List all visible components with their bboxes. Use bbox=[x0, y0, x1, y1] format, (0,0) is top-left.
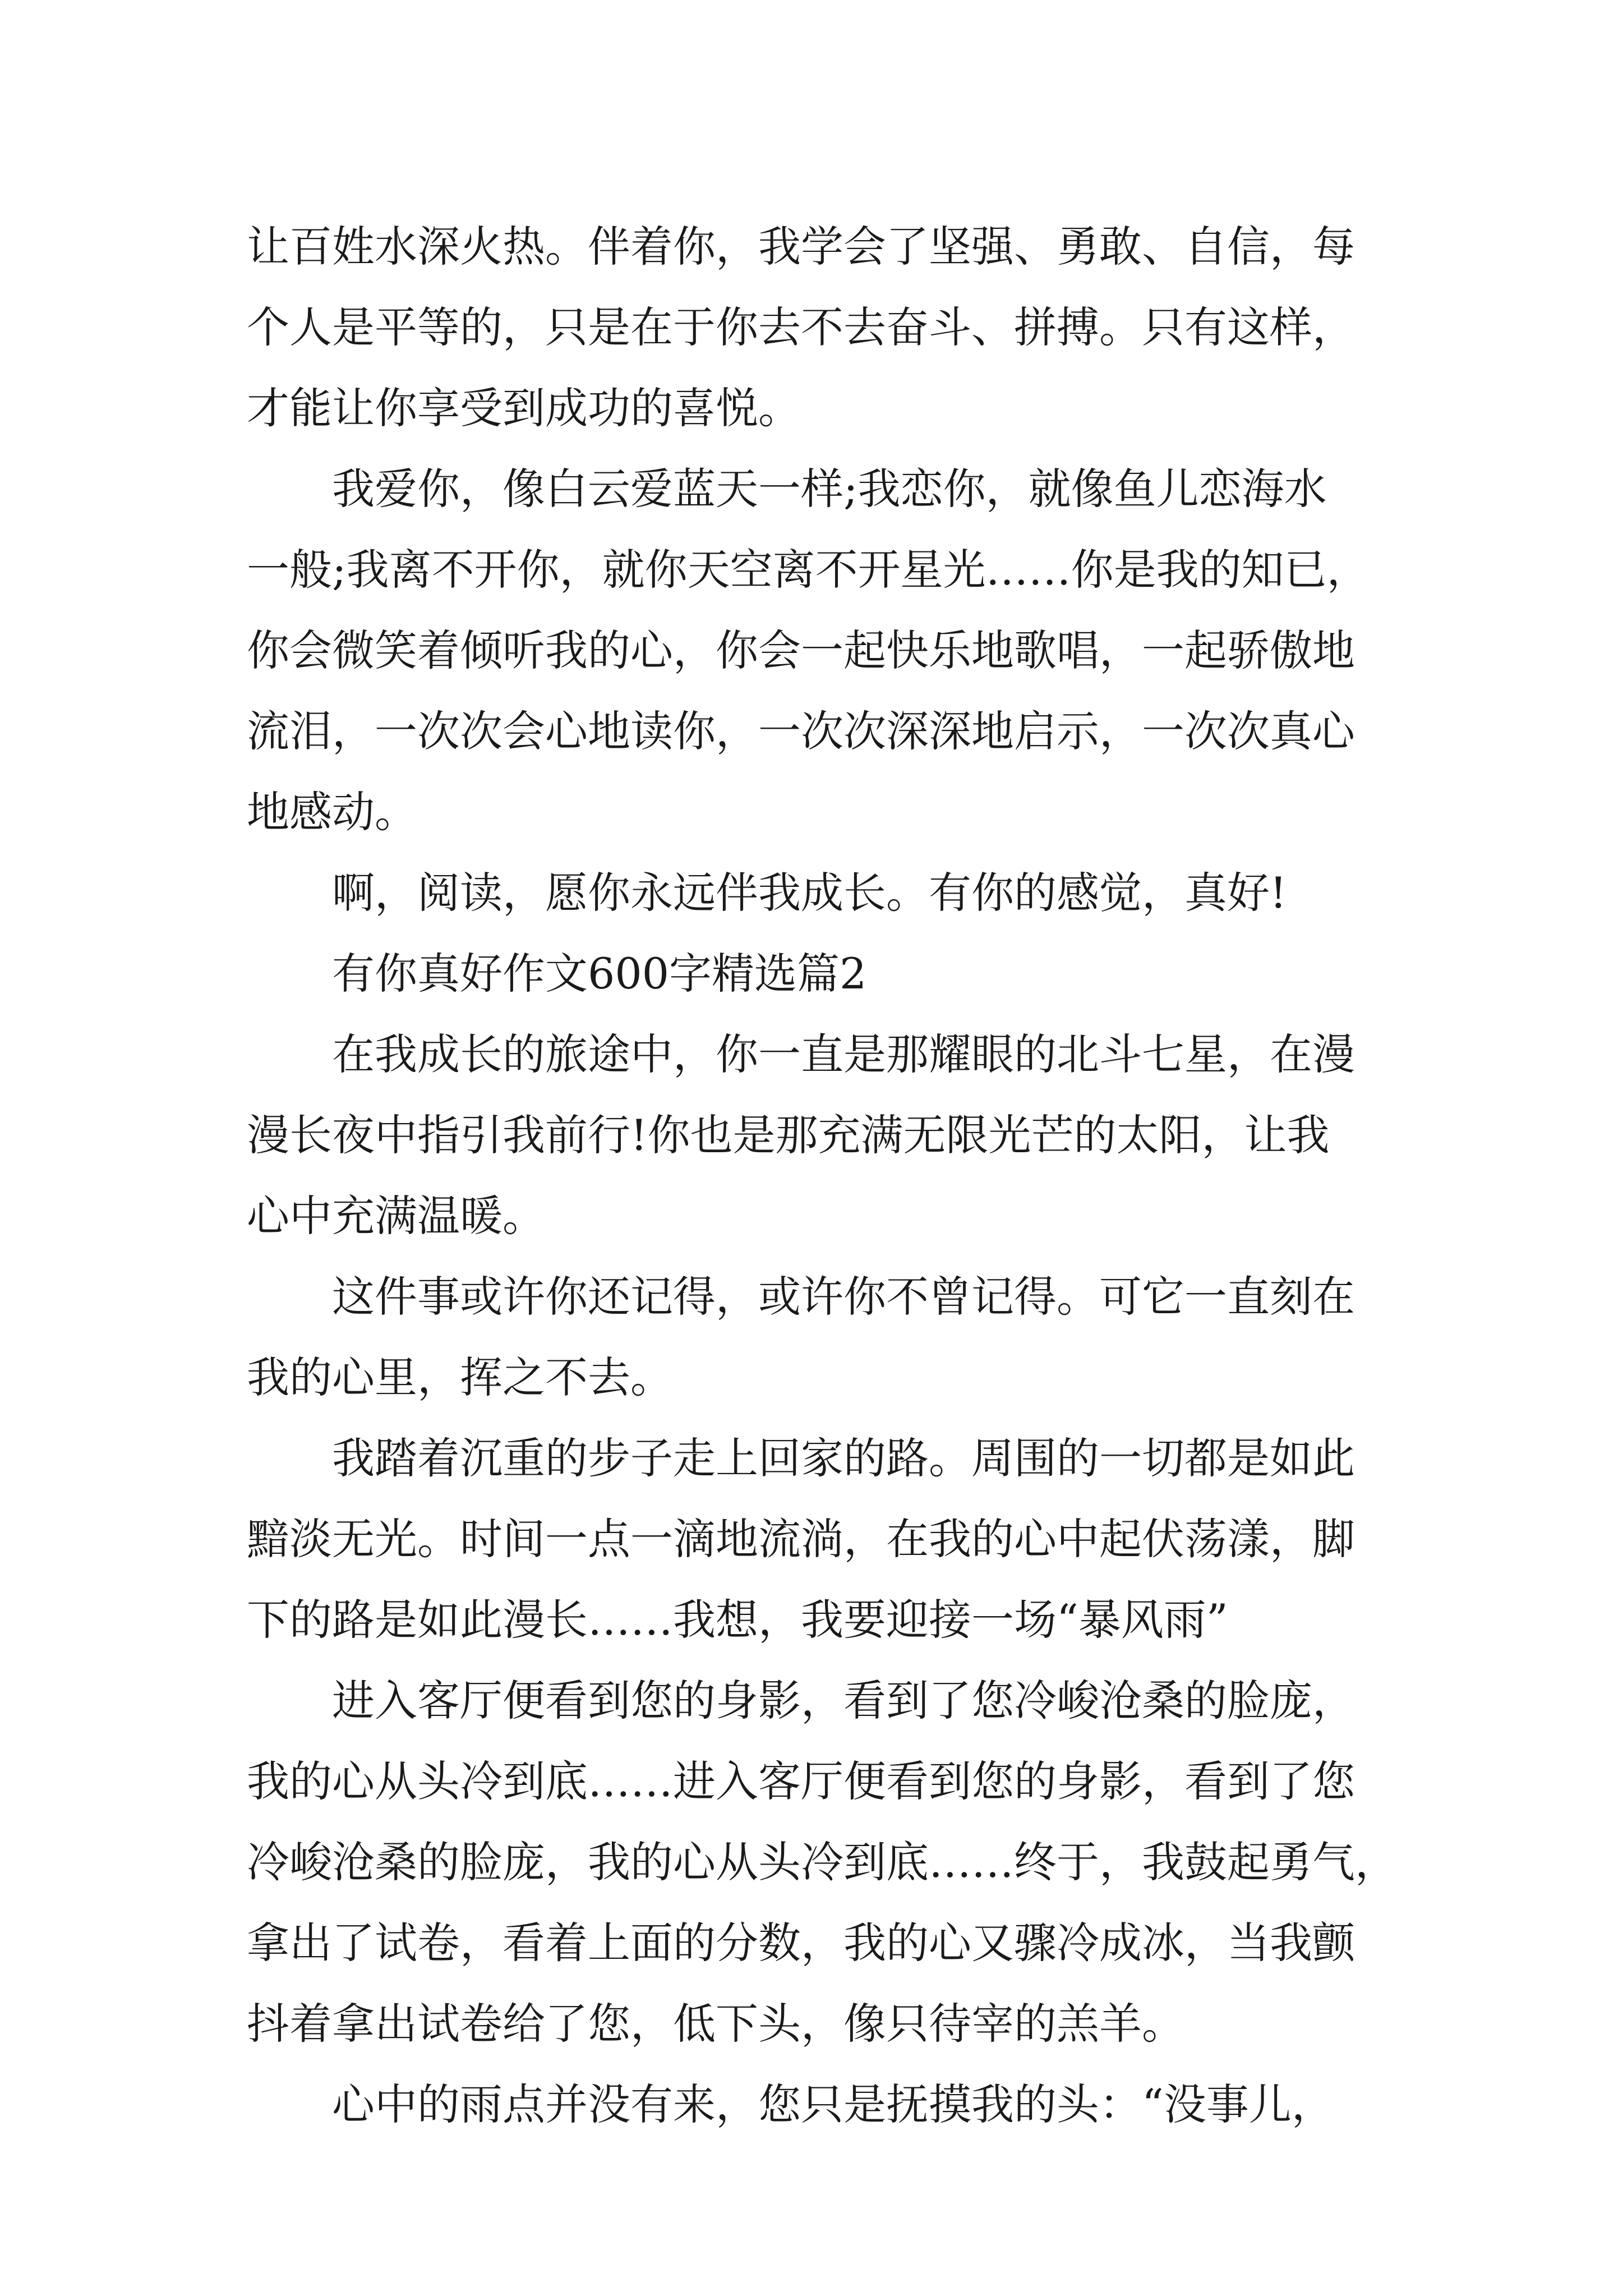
text-line-15: 我的心里，挥之不去。 bbox=[247, 1352, 673, 1402]
text-line-1: 让百姓水深火热。伴着你，我学会了坚强、勇敢、自信，每 bbox=[247, 222, 1355, 272]
text-line-2: 个人是平等的，只是在于你去不去奋斗、拼搏。只有这样， bbox=[247, 302, 1355, 352]
text-line-22: 拿出了试卷，看着上面的分数，我的心又骤冷成冰，当我颤 bbox=[247, 1918, 1355, 1968]
text-line-8: 地感动。 bbox=[247, 787, 417, 837]
text-line-3: 才能让你享受到成功的喜悦。 bbox=[247, 383, 801, 433]
section-heading: 有你真好作文600字精选篇2 bbox=[332, 949, 867, 999]
text-line-16: 我踏着沉重的步子走上回家的路。周围的一切都是如此 bbox=[332, 1433, 1355, 1483]
text-line-14: 这件事或许你还记得，或许你不曾记得。可它一直刻在 bbox=[332, 1272, 1355, 1322]
text-line-20: 我的心从头冷到底……进入客厅便看到您的身影，看到了您 bbox=[247, 1756, 1355, 1806]
text-line-6: 你会微笑着倾听我的心，你会一起快乐地歌唱，一起骄傲地 bbox=[247, 625, 1355, 675]
text-line-24: 心中的雨点并没有来，您只是抚摸我的头：“没事儿， bbox=[332, 2079, 1334, 2129]
text-line-4: 我爱你，像白云爱蓝天一样;我恋你，就像鱼儿恋海水 bbox=[332, 464, 1327, 514]
document-body bbox=[247, 206, 1398, 2145]
text-line-21: 冷峻沧桑的脸庞，我的心从头冷到底……终于，我鼓起勇气， bbox=[247, 1837, 1398, 1887]
text-line-13: 心中充满温暖。 bbox=[247, 1191, 545, 1241]
text-line-18: 下的路是如此漫长……我想，我要迎接一场“暴风雨” bbox=[247, 1595, 1228, 1645]
text-line-11: 在我成长的旅途中，你一直是那耀眼的北斗七星，在漫 bbox=[332, 1029, 1355, 1079]
text-line-23: 抖着拿出试卷给了您，低下头，像只待宰的羔羊。 bbox=[247, 1999, 1184, 2049]
text-line-17: 黯淡无光。时间一点一滴地流淌，在我的心中起伏荡漾，脚 bbox=[247, 1514, 1355, 1564]
text-line-9: 啊，阅读，愿你永远伴我成长。有你的感觉，真好! bbox=[332, 868, 1287, 918]
text-line-12: 漫长夜中指引我前行!你也是那充满无限光芒的太阳，让我 bbox=[247, 1110, 1330, 1160]
text-line-7: 流泪，一次次会心地读你，一次次深深地启示，一次次真心 bbox=[247, 706, 1355, 756]
text-line-5: 一般;我离不开你，就你天空离不开星光……你是我的知已， bbox=[247, 545, 1370, 595]
text-line-19: 进入客厅便看到您的身影，看到了您冷峻沧桑的脸庞， bbox=[332, 1676, 1355, 1726]
